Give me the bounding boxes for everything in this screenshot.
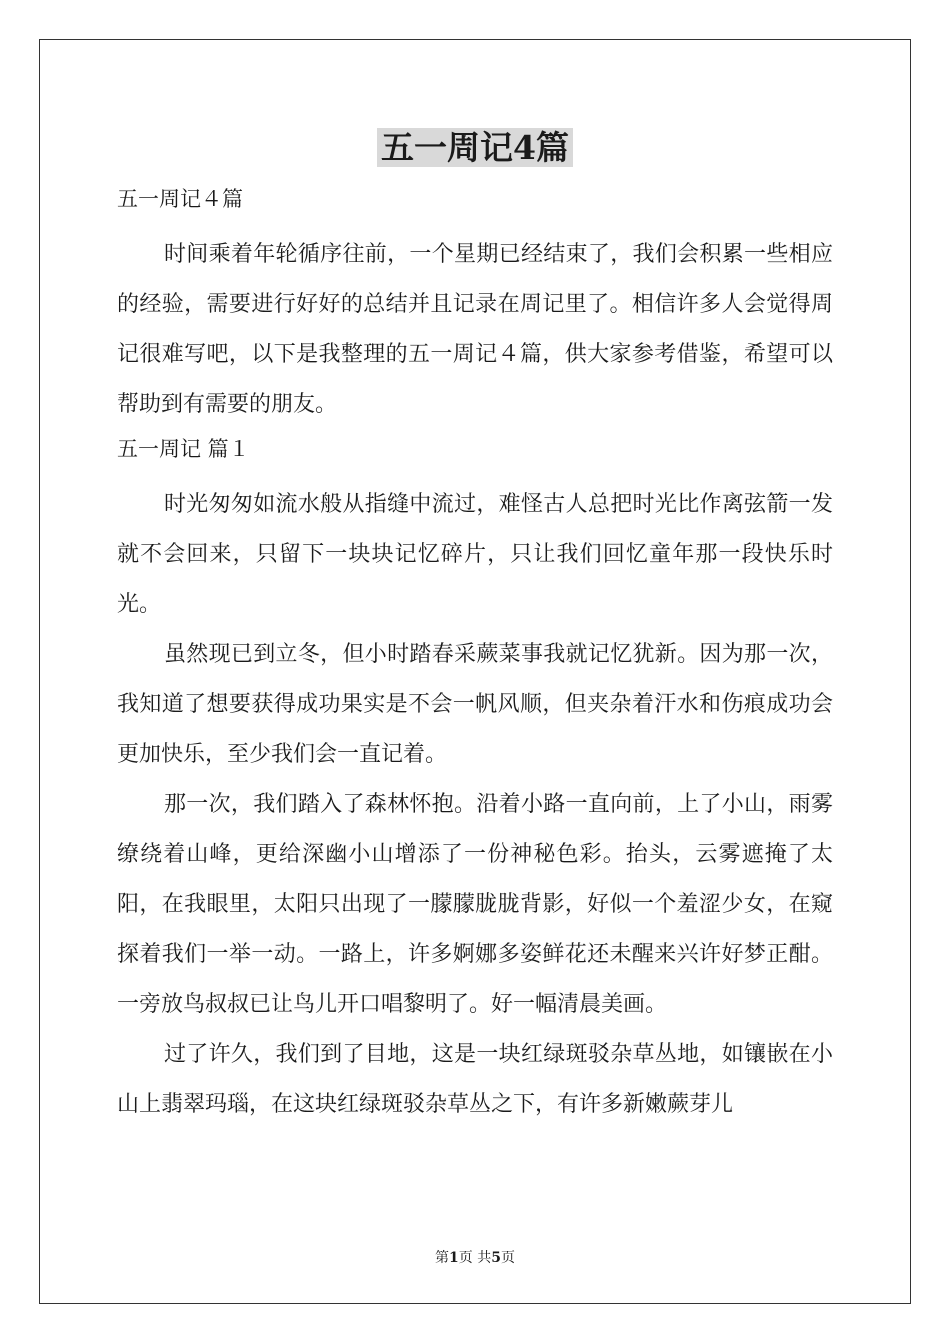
document-body [117, 180, 833, 1130]
document-title-text: 五一周记4篇 [377, 128, 573, 167]
page-suffix: 页 [500, 1250, 515, 1266]
document-title [0, 124, 950, 172]
current-page: 1 [449, 1250, 459, 1266]
body-paragraph: 那一次，我们踏入了森林怀抱。沿着小路一直向前，上了小山，雨雾缭绕着山峰，更给深幽小山增添了一份神秘色彩。抬头，云雾遮掩了太阳，在我眼里，太阳只出现了一朦朦胧胧背影，好似一个羞涩少女，在窥探着我们一举一动。一路上，许多婀娜多姿鲜花还未醒来兴许好梦正酣。一旁放鸟叔叔已让鸟儿开口唱黎明了。好一幅清晨美画。 [117, 792, 833, 1017]
total-pages: 5 [491, 1250, 501, 1266]
body-paragraph: 过了许久，我们到了目地，这是一块红绿斑驳杂草丛地，如镶嵌在小山上翡翠玛瑙，在这块红绿斑驳杂草丛之下，有许多新嫩蕨芽儿 [117, 1042, 833, 1117]
body-paragraph: 时光匆匆如流水般从指缝中流过，难怪古人总把时光比作离弦箭一发就不会回来，只留下一块块记忆碎片，只让我们回忆童年那一段快乐时光。 [117, 492, 833, 617]
document-subtitle: 五一周记４篇 [117, 187, 243, 211]
body-paragraph: 虽然现已到立冬，但小时踏春采蕨菜事我就记忆犹新。因为那一次，我知道了想要获得成功果实是不会一帆风顺，但夹杂着汗水和伤痕成功会更加快乐，至少我们会一直记着。 [117, 642, 833, 767]
page-prefix: 第 [435, 1250, 450, 1266]
intro-paragraph: 时间乘着年轮循序往前，一个星期已经结束了，我们会积累一些相应的经验，需要进行好好的总结并且记录在周记里了。相信许多人会觉得周记很难写吧，以下是我整理的五一周记４篇，供大家参考借鉴，希望可以帮助到有需要的朋友。 [117, 242, 833, 417]
page-mid: 页 共 [458, 1250, 492, 1266]
page-number [0, 1248, 950, 1268]
section-heading: 五一周记 篇１ [117, 437, 250, 461]
